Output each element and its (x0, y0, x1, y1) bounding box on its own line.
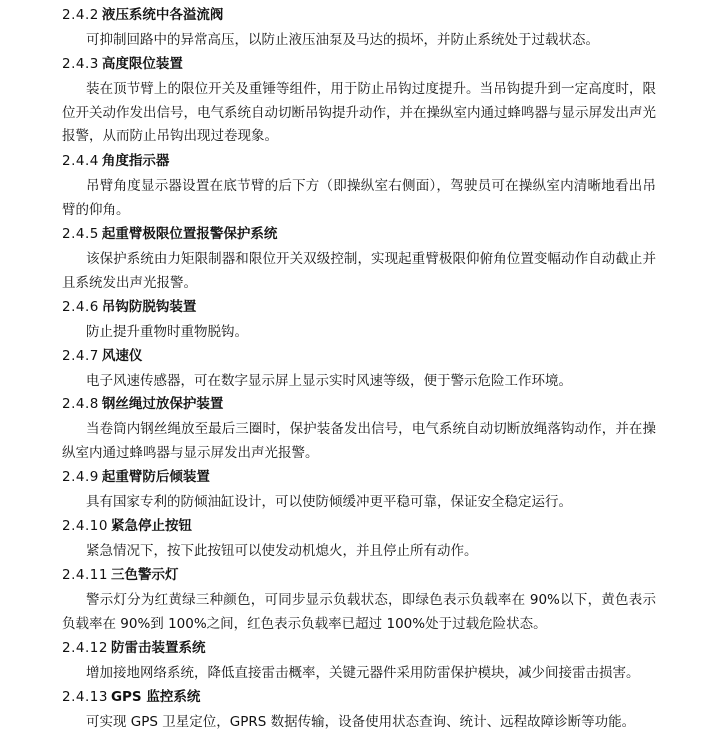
section-title: 防雷击装置系统 (110, 640, 206, 656)
section-number: 2.4.10 (62, 518, 108, 534)
section-number: 2.4.13 (62, 689, 108, 705)
section-number: 2.4.4 (62, 153, 99, 169)
section-title: 起重臂极限位置报警保护系统 (101, 226, 278, 242)
section-body-2-4-10: 紧急情况下，按下此按钮可以使发动机熄火，并且停止所有动作。 (86, 543, 478, 559)
section-heading-2-4-9 (62, 467, 210, 487)
section-body-2-4-8: 当卷筒内钢丝绳放至最后三圈时，保护装备发出信号，电气系统自动切断放绳落钩动作，并在操纵室内通过蜂鸣器与显示屏发出声光报警。 (62, 421, 656, 461)
section-number: 2.4.9 (62, 469, 99, 485)
section-heading-2-4-7 (62, 346, 142, 366)
section-number: 2.4.6 (62, 299, 99, 315)
section-heading-2-4-8 (62, 394, 223, 414)
section-title: 钢丝绳过放保护装置 (101, 396, 224, 412)
section-body-2-4-7: 电子风速传感器，可在数字显示屏上显示实时风速等级，便于警示危险工作环境。 (86, 373, 572, 389)
section-body-2-4-3: 装在顶节臂上的限位开关及重锤等组件，用于防止吊钩过度提升。当吊钩提升到一定高度时，限位开关动作发出信号，电气系统自动切断吊钩提升动作，并在操纵室内通过蜂鸣器与显示屏发出声光报警，从而防止吊钩出现过卷现象。 (62, 81, 656, 144)
section-heading-2-4-11 (62, 565, 178, 585)
section-heading-2-4-5 (62, 224, 277, 244)
section-body-2-4-9: 具有国家专利的防倾油缸设计，可以使防倾缓冲更平稳可靠，保证安全稳定运行。 (86, 494, 572, 510)
section-title: 紧急停止按钮 (110, 518, 192, 534)
section-number: 2.4.11 (62, 567, 108, 583)
section-body-2-4-12: 增加接地网络系统，降低直接雷击概率，关键元器件采用防雷保护模块，减少间接雷击损害。 (86, 665, 640, 681)
section-title: 角度指示器 (101, 153, 170, 169)
section-title: 风速仪 (101, 348, 143, 364)
section-number: 2.4.8 (62, 396, 99, 412)
section-heading-2-4-12 (62, 638, 205, 658)
section-body-2-4-5: 该保护系统由力矩限制器和限位开关双级控制，实现起重臂极限仰俯角位置变幅动作自动截止并且系统发出声光报警。 (62, 251, 656, 291)
section-number: 2.4.7 (62, 348, 99, 364)
section-body-2-4-2: 可抑制回路中的异常高压，以防止液压油泵及马达的损坏，并防止系统处于过载状态。 (86, 32, 599, 48)
section-body-2-4-13: 可实现 GPS 卫星定位，GPRS 数据传输，设备使用状态查询、统计、远程故障诊断等功能。 (86, 714, 636, 730)
section-number: 2.4.2 (62, 7, 99, 23)
section-heading-2-4-3 (62, 54, 183, 74)
section-heading-2-4-2 (62, 5, 223, 25)
section-title: 三色警示灯 (110, 567, 179, 583)
section-heading-2-4-13 (62, 687, 200, 707)
section-title: 起重臂防后倾装置 (101, 469, 210, 485)
section-body-2-4-6: 防止提升重物时重物脱钩。 (86, 324, 248, 340)
section-body-2-4-11: 警示灯分为红黄绿三种颜色，可同步显示负载状态，即绿色表示负载率在 90%以下，黄色表示负载率在 90%到 100%之间，红色表示负载率已超过 100%处于过载危险状态。 (62, 592, 656, 632)
section-title: 液压系统中各溢流阀 (101, 7, 224, 23)
section-title: GPS 监控系统 (110, 689, 201, 705)
section-heading-2-4-6 (62, 297, 196, 317)
section-heading-2-4-10 (62, 516, 192, 536)
section-body-2-4-4: 吊臂角度显示器设置在底节臂的后下方（即操纵室右侧面），驾驶员可在操纵室内清晰地看出吊臂的仰角。 (62, 178, 656, 218)
section-number: 2.4.12 (62, 640, 108, 656)
section-title: 高度限位装置 (101, 56, 183, 72)
section-number: 2.4.3 (62, 56, 99, 72)
section-number: 2.4.5 (62, 226, 99, 242)
section-heading-2-4-4 (62, 151, 169, 171)
section-title: 吊钩防脱钩装置 (101, 299, 197, 315)
